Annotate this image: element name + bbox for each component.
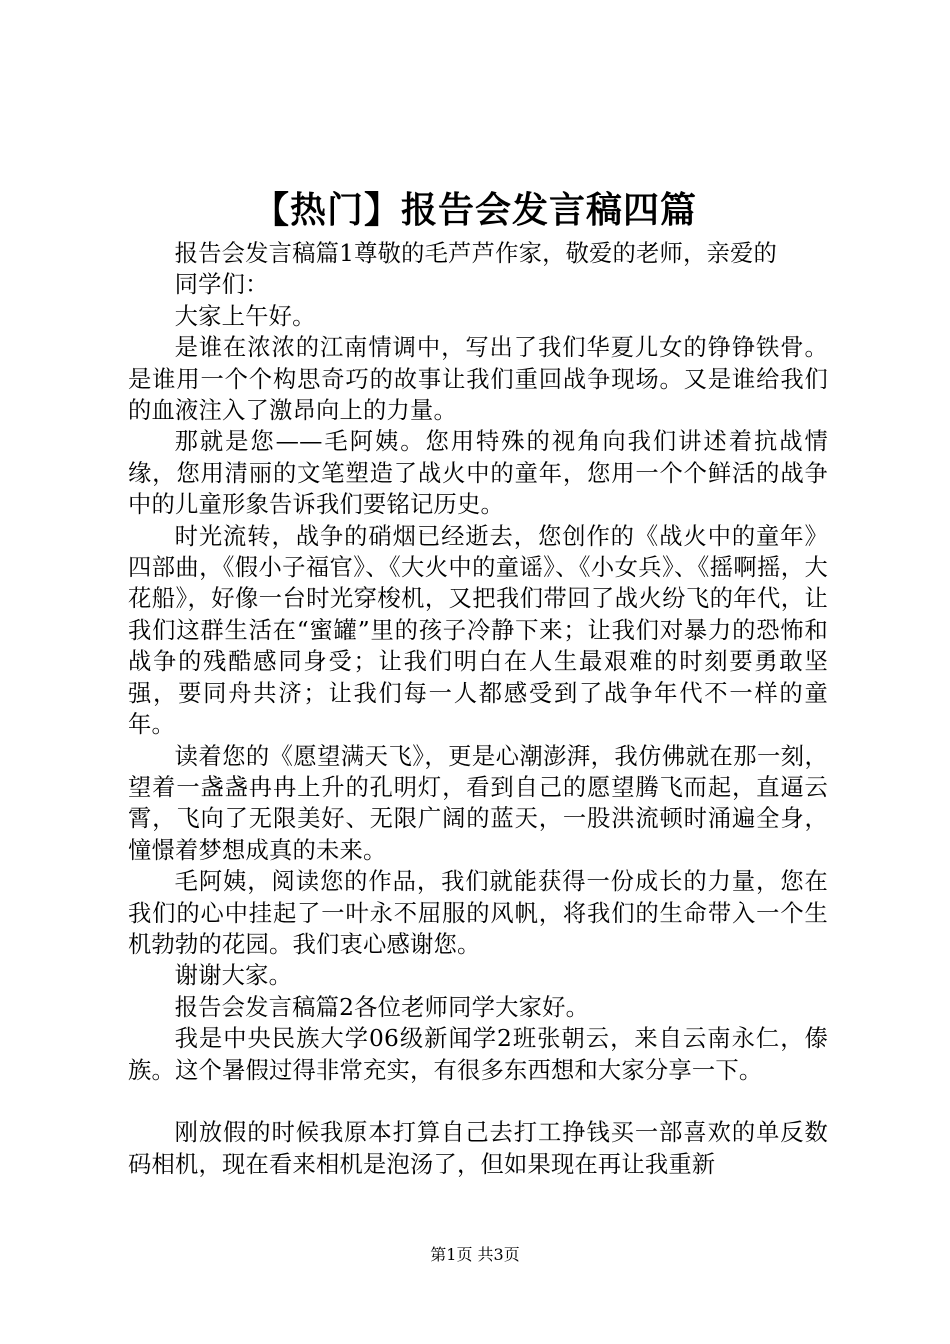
paragraph-7: 读着您的《愿望满天飞》，更是心潮澎湃，我仿佛就在那一刻，望着一盏盏冉冉上升的孔明灯，看到自己的愿望腾飞而起，直逼云霄，飞向了无限美好、无限广阔的蓝天，一股洪流顿时涌遍全身，憧憬着梦想成真的未来。	[128, 742, 828, 864]
document-title: 【热门】报告会发言稿四篇	[252, 189, 697, 231]
document-body	[128, 238, 828, 1180]
paragraph-4: 是谁在浓浓的江南情调中，写出了我们华夏儿女的铮铮铁骨。是谁用一个个构思奇巧的故事让我们重回战争现场。又是谁给我们的血液注入了激昂向上的力量。	[128, 334, 828, 425]
paragraph-8: 毛阿姨，阅读您的作品，我们就能获得一份成长的力量，您在我们的心中挂起了一叶永不屈服的风帆，将我们的生命带入一个生机勃勃的花园。我们衷心感谢您。	[128, 868, 828, 958]
paragraph-12: 刚放假的时候我原本打算自己去打工挣钱买一部喜欢的单反数码相机，现在看来相机是泡汤了，但如果现在再让我重新	[128, 1119, 828, 1178]
paragraph-1: 报告会发言稿篇1尊敬的毛芦芦作家，敬爱的老师，亲爱的	[174, 240, 778, 267]
paragraph-2: 同学们：	[174, 271, 269, 299]
paragraph-5: 那就是您——毛阿姨。您用特殊的视角向我们讲述着抗战情缘，您用清丽的文笔塑造了战火中的童年，您用一个个鲜活的战争中的儿童形象告诉我们要铭记历史。	[128, 428, 828, 519]
paragraph-6: 时光流转，战争的硝烟已经逝去，您创作的《战火中的童年》四部曲，《假小子福官》、《大火中的童谣》、《小女兵》、《摇啊摇，大花船》，好像一台时光穿梭机，又把我们带回了战火纷飞的年代，让我们这群生活在“蜜罐”里的孩子冷静下来；让我们对暴力的恐怖和战争的残酷感同身受；让我们明白在人生最艰难的时刻要勇敢坚强，要同舟共济；让我们每一人都感受到了战争年代不一样的童年。	[128, 522, 828, 739]
page-footer: 第1页 共3页	[430, 1245, 520, 1264]
paragraph-10: 报告会发言稿篇2各位老师同学大家好。	[174, 993, 590, 1021]
paragraph-3: 大家上午好。	[174, 302, 316, 330]
blank-line	[128, 1086, 828, 1117]
paragraph-9: 谢谢大家。	[174, 962, 293, 990]
paragraph-11: 我是中央民族大学06级新闻学2班张朝云，来自云南永仁，傣族。这个暑假过得非常充实，有很多东西想和大家分享一下。	[128, 1025, 828, 1084]
